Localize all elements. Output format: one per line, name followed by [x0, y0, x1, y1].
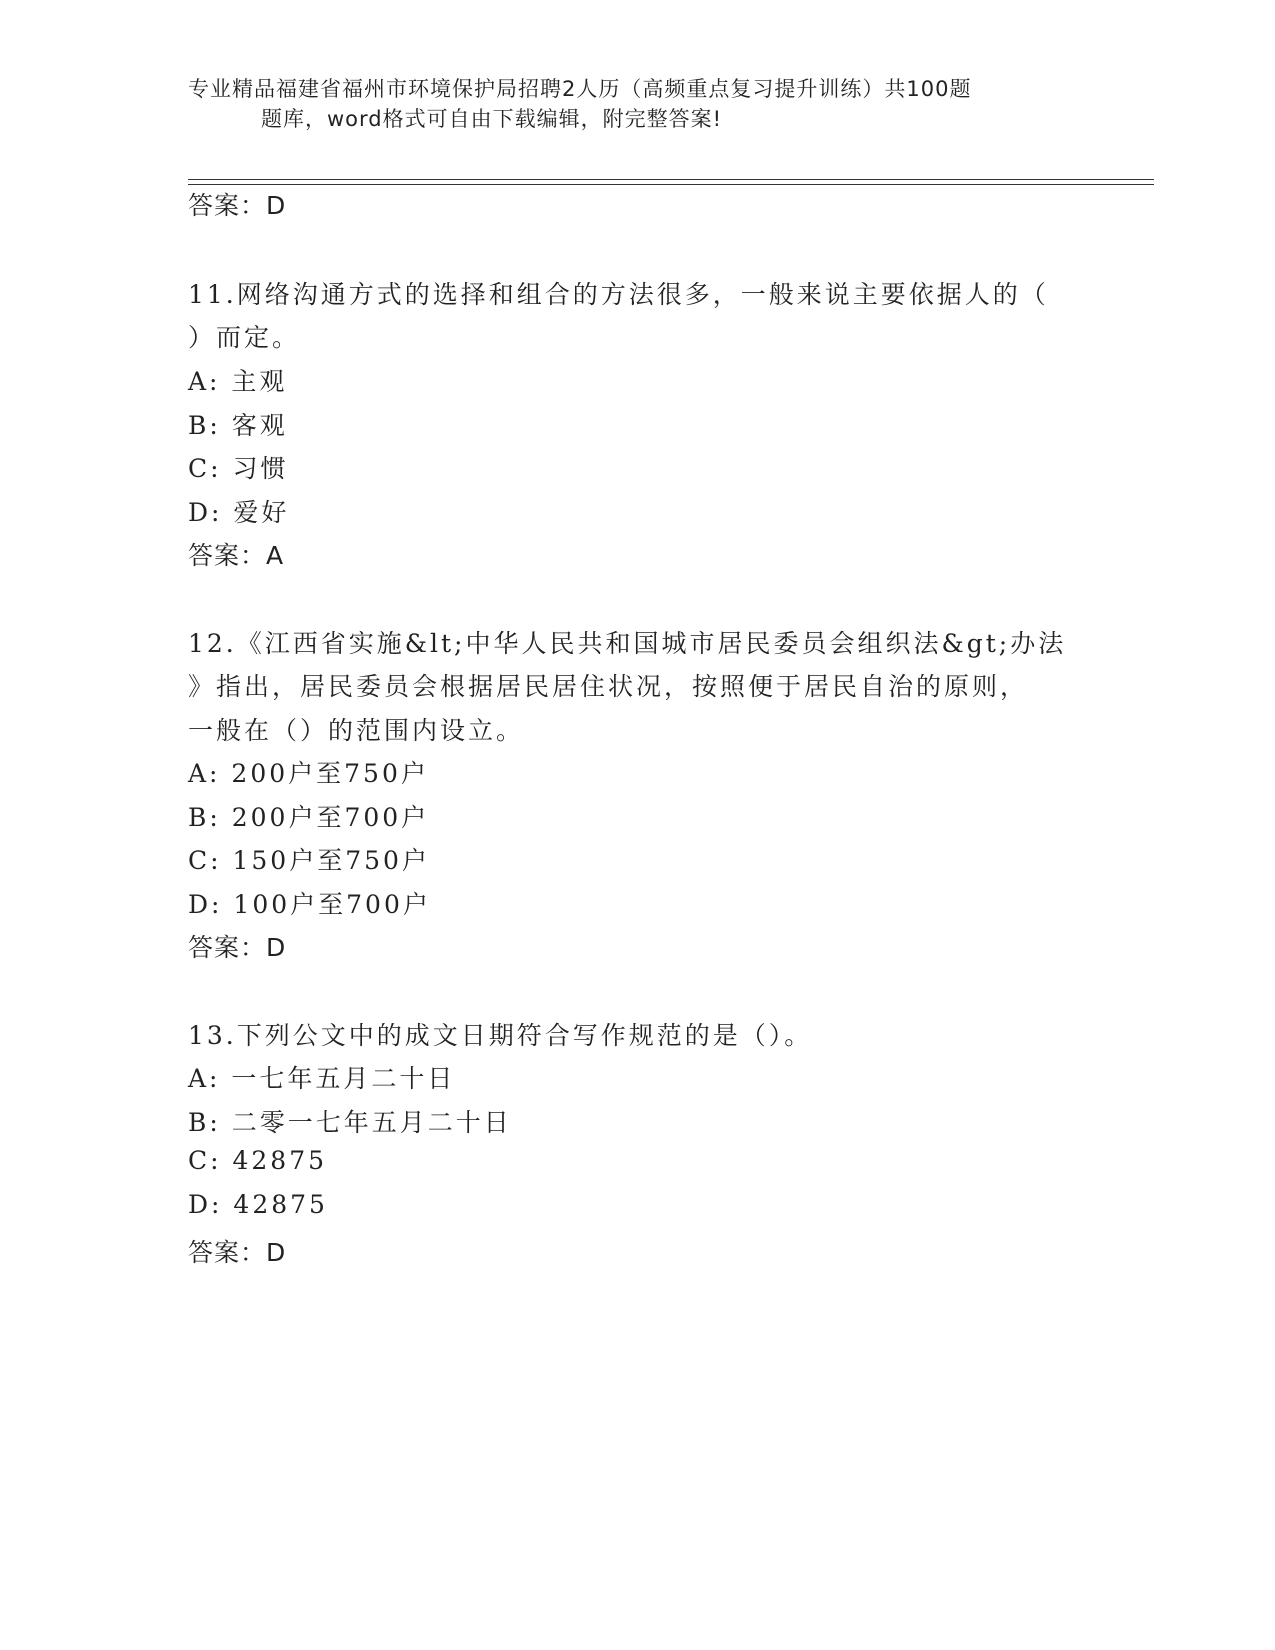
q12-answer: 答案：D [188, 933, 287, 962]
q11-option-c: C: 习惯 [188, 454, 289, 483]
q12-option-b: B: 200户至700户 [188, 803, 430, 832]
q11-option-d: D: 爱好 [188, 498, 290, 527]
q12-option-c: C: 150户至750户 [188, 846, 430, 875]
document-header [188, 74, 1088, 134]
q13-option-b: B: 二零一七年五月二十日 [188, 1108, 512, 1137]
header-line-2: 题库，word格式可自由下载编辑，附完整答案! [261, 107, 723, 131]
q12-stem-line-3: 一般在（）的范围内设立。 [188, 716, 525, 745]
q11-stem-line-1: 11.网络沟通方式的选择和组合的方法很多，一般来说主要依据人的（ [188, 280, 1049, 309]
previous-answer: 答案：D [188, 191, 287, 220]
q13-stem-line-1: 13.下列公文中的成文日期符合写作规范的是（）。 [188, 1021, 813, 1050]
header-rule-bottom [188, 184, 1154, 185]
q13-option-d: D: 42875 [188, 1190, 328, 1219]
q13-option-a: A: 一七年五月二十日 [188, 1064, 456, 1093]
header-rule-top [188, 179, 1154, 180]
q11-stem-line-2: ）而定。 [188, 323, 301, 352]
q12-option-d: D: 100户至700户 [188, 890, 431, 919]
q13-option-c: C: 42875 [188, 1146, 328, 1175]
q13-answer: 答案：D [188, 1238, 287, 1267]
q11-answer: 答案：A [188, 541, 285, 570]
header-line-1: 专业精品福建省福州市环境保护局招聘2人历（高频重点复习提升训练）共100题 [188, 77, 972, 101]
q12-option-a: A: 200户至750户 [188, 759, 429, 788]
q11-option-b: B: 客观 [188, 411, 288, 440]
q12-stem-line-2: 》指出，居民委员会根据居民居住状况，按照便于居民自治的原则， [188, 672, 1029, 701]
q11-option-a: A: 主观 [188, 367, 288, 396]
q12-stem-line-1: 12.《江西省实施&lt;中华人民共和国城市居民委员会组织法&gt;办法 [188, 629, 1067, 658]
